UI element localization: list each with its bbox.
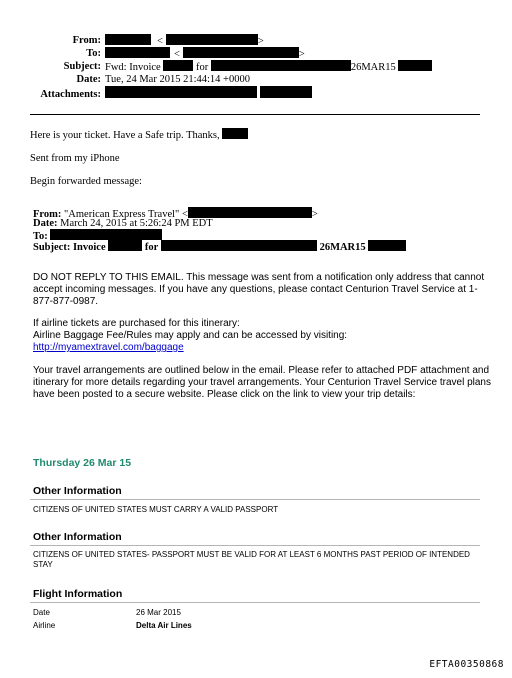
baggage-line-2: Airline Baggage Fee/Rules may apply and can be accessed by visiting:: [33, 330, 348, 341]
subject-for: for: [195, 62, 209, 73]
fwd-from-value: "American Express Travel" <: [64, 209, 188, 220]
fwd-date-row: [33, 218, 213, 229]
other-info-1-text: CITIZENS OF UNITED STATES MUST CARRY A VALID PASSPORT: [33, 505, 279, 514]
flight-date-key: Date: [33, 608, 50, 617]
baggage-paragraph: [33, 318, 493, 354]
ticket-line: Here is your ticket. Have a Safe trip. Thanks,: [30, 128, 248, 142]
redaction: [211, 60, 351, 71]
fwd-subject-label: Subject:: [33, 242, 71, 253]
to-label: To:: [86, 48, 101, 59]
flight-airline-key: Airline: [33, 621, 56, 630]
header-date-value: Tue, 24 Mar 2015 21:44:14 +0000: [105, 74, 250, 85]
fwd-date-label: Date:: [33, 218, 58, 229]
sent-from-line: Sent from my iPhone: [30, 153, 120, 164]
redaction: [105, 47, 170, 58]
section-divider: [30, 499, 480, 500]
redaction: [108, 240, 142, 251]
fwd-date-value: March 24, 2015 at 5:26:24 PM EDT: [60, 218, 213, 229]
header-to-value: < >: [105, 47, 305, 61]
section-divider: [30, 602, 480, 603]
no-reply-paragraph: DO NOT REPLY TO THIS EMAIL. This message was sent from a notification only address that cannot accept incoming messages. If you have any questions, please contact Centurion Travel Service at 1-877-877-0987.: [33, 272, 485, 307]
travel-arrangements-paragraph: Your travel arrangements are outlined below in the email. Please refer to attached PDF attachment and itinerary for more details regarding your travel arrangements. Your Centurion Travel Service travel plans have been posted to a secure website. Please click on the link to view your trip details:: [33, 365, 491, 400]
fwd-subject-invoice: Invoice: [72, 242, 106, 253]
header-divider: [30, 114, 480, 115]
attachments-label: Attachments:: [40, 89, 101, 100]
flight-airline-value: Delta Air Lines: [136, 621, 192, 630]
flight-info-title: Flight Information: [33, 588, 123, 600]
redaction: [163, 60, 193, 71]
begin-forwarded-line: Begin forwarded message:: [30, 176, 142, 187]
header-subject-value: [105, 60, 432, 74]
redaction: [398, 60, 432, 71]
baggage-link[interactable]: http://myamextravel.com/baggage: [33, 342, 184, 353]
subject-date-code: 26MAR15: [350, 62, 396, 73]
fwd-subject-for: for: [144, 242, 159, 253]
fwd-subject-date-code: 26MAR15: [319, 242, 366, 253]
flight-date-value: 26 Mar 2015: [136, 608, 181, 617]
redaction: [50, 229, 162, 240]
subject-label: Subject:: [63, 61, 101, 72]
redaction: [166, 34, 258, 45]
section-divider: [30, 545, 480, 546]
fwd-subject-row: [33, 240, 406, 253]
other-info-2-title: Other Information: [33, 531, 122, 543]
redaction: [222, 128, 248, 139]
fwd-to-label: To:: [33, 231, 48, 242]
header-attachments-value: [105, 86, 312, 101]
header-from-value: < >: [105, 34, 264, 48]
attachment-redaction: [260, 86, 312, 98]
redaction: [188, 207, 312, 218]
fwd-from-row: From: "American Express Travel" < >: [33, 209, 318, 220]
redaction: [368, 240, 406, 251]
redaction: [105, 34, 151, 45]
other-info-1-title: Other Information: [33, 485, 122, 497]
date-label: Date:: [76, 74, 101, 85]
bates-number: EFTA00350868: [429, 659, 504, 670]
fwd-from-label: From:: [33, 209, 62, 220]
other-info-2-text: CITIZENS OF UNITED STATES- PASSPORT MUST BE VALID FOR AT LEAST 6 MONTHS PAST PERIOD OF INTENDED STAY: [33, 550, 470, 569]
from-label: From:: [72, 35, 101, 46]
redaction: [161, 240, 317, 251]
day-heading: Thursday 26 Mar 15: [33, 457, 132, 469]
attachment-redaction: [105, 86, 257, 98]
redaction: [183, 47, 299, 58]
subject-prefix: Fwd: Invoice: [105, 62, 161, 73]
baggage-line-1: If airline tickets are purchased for this itinerary:: [33, 318, 240, 329]
